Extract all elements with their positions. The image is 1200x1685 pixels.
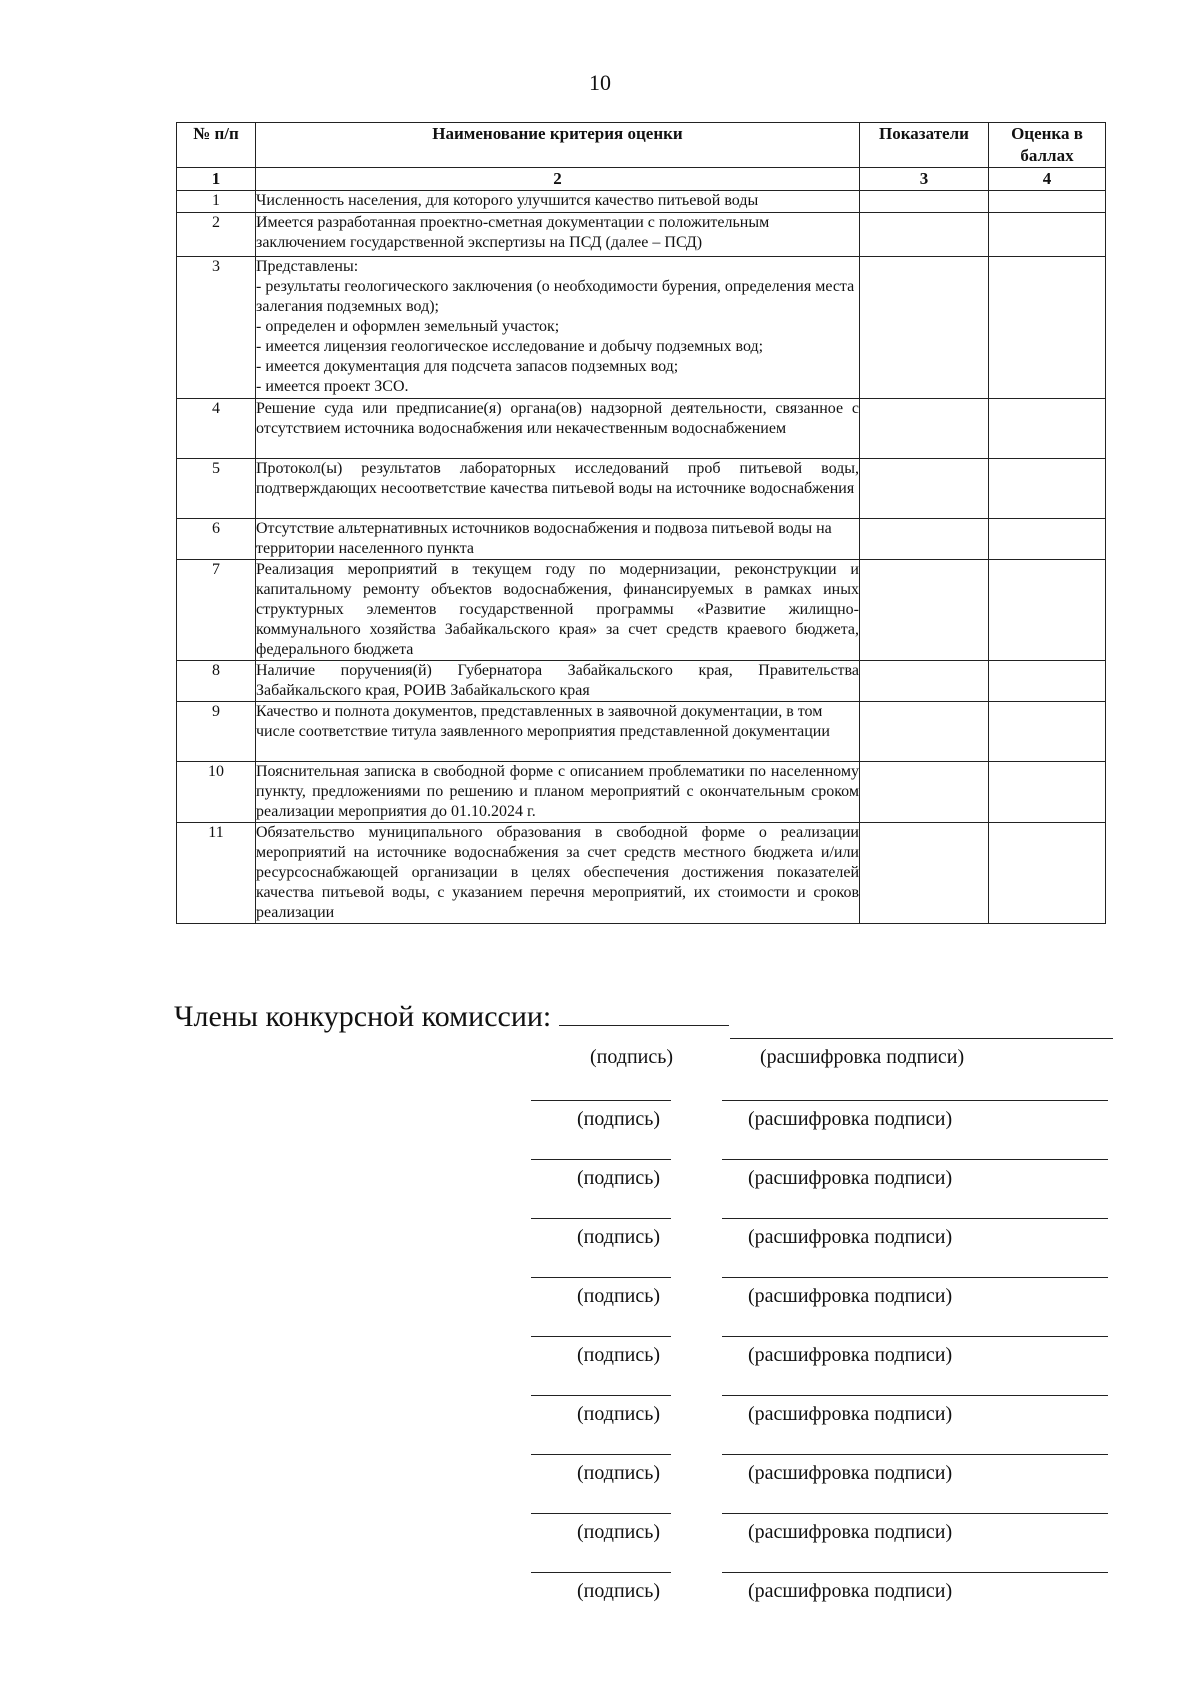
score-cell[interactable] xyxy=(989,519,1106,560)
indicator-cell[interactable] xyxy=(860,702,989,762)
signature-row xyxy=(0,1159,1200,1219)
table-row xyxy=(177,823,1106,924)
signature-row xyxy=(0,1038,1200,1098)
table-header-row xyxy=(177,123,1106,168)
signature-line[interactable] xyxy=(531,1572,671,1573)
column-number-3: 3 xyxy=(860,168,989,191)
criterion-name: Решение суда или предписание(я) органа(ов) надзорной деятельности, связанное с отсутствием источника водоснабжения или некачественным водоснабжением xyxy=(256,399,860,459)
indicator-cell[interactable] xyxy=(860,399,989,459)
criteria-table xyxy=(176,122,1106,924)
table-row xyxy=(177,213,1106,257)
signature-caption: (подпись) xyxy=(577,1167,661,1189)
signature-decoding-caption: (расшифровка подписи) xyxy=(748,1344,953,1366)
signature-line[interactable] xyxy=(531,1277,671,1278)
signature-decoding-line[interactable] xyxy=(722,1572,1108,1573)
table-row xyxy=(177,702,1106,762)
criterion-line: - имеется документация для подсчета запасов подземных вод; xyxy=(256,358,679,375)
signature-row xyxy=(0,1336,1200,1396)
criterion-line: - определен и оформлен земельный участок; xyxy=(256,318,560,335)
signature-row xyxy=(0,1277,1200,1337)
criterion-line: Представлены: xyxy=(256,258,359,275)
signature-row xyxy=(0,1572,1200,1632)
row-number: 9 xyxy=(177,702,256,762)
header-indicators: Показатели xyxy=(860,123,989,168)
criterion-name: Пояснительная записка в свободной форме с описанием проблематики по населенному пункту, предложениями по решению и планом мероприятий с окончательным сроком реализации мероприятия до 01.10.2024 г. xyxy=(256,762,860,823)
signature-decoding-caption: (расшифровка подписи) xyxy=(748,1521,953,1543)
row-number: 7 xyxy=(177,560,256,661)
header-score: Оценка в баллах xyxy=(989,123,1106,168)
signature-decoding-line[interactable] xyxy=(730,1038,1113,1039)
criterion-name xyxy=(256,257,860,399)
score-cell[interactable] xyxy=(989,257,1106,399)
signature-caption: (подпись) xyxy=(577,1403,661,1425)
signature-decoding-caption: (расшифровка подписи) xyxy=(748,1167,953,1189)
score-cell[interactable] xyxy=(989,191,1106,213)
signature-row xyxy=(0,1513,1200,1573)
signature-decoding-line[interactable] xyxy=(722,1395,1108,1396)
signature-row xyxy=(0,1395,1200,1455)
table-row xyxy=(177,399,1106,459)
signature-decoding-line[interactable] xyxy=(722,1100,1108,1101)
signature-line[interactable] xyxy=(531,1100,671,1101)
score-cell[interactable] xyxy=(989,459,1106,519)
criterion-name: Отсутствие альтернативных источников водоснабжения и подвоза питьевой воды на территории населенного пункта xyxy=(256,519,860,560)
criterion-name: Численность населения, для которого улучшится качество питьевой воды xyxy=(256,191,860,213)
header-number: № п/п xyxy=(177,123,256,168)
signature-row xyxy=(0,1218,1200,1278)
table-row xyxy=(177,191,1106,213)
signature-line[interactable] xyxy=(531,1513,671,1514)
score-cell[interactable] xyxy=(989,823,1106,924)
signature-caption: (подпись) xyxy=(577,1344,661,1366)
signature-caption: (подпись) xyxy=(577,1108,661,1130)
score-cell[interactable] xyxy=(989,661,1106,702)
signature-caption: (подпись) xyxy=(577,1285,661,1307)
row-number: 10 xyxy=(177,762,256,823)
signature-line[interactable] xyxy=(531,1395,671,1396)
criterion-name: Качество и полнота документов, представленных в заявочной документации, в том числе соответствие титула заявленного мероприятия представленной документации xyxy=(256,702,860,762)
signature-decoding-caption: (расшифровка подписи) xyxy=(748,1462,953,1484)
commission-title xyxy=(174,1000,729,1034)
row-number: 3 xyxy=(177,257,256,399)
score-cell[interactable] xyxy=(989,560,1106,661)
signature-decoding-line[interactable] xyxy=(722,1336,1108,1337)
signature-caption: (подпись) xyxy=(577,1462,661,1484)
criterion-line: - имеется проект ЗСО. xyxy=(256,378,409,395)
row-number: 11 xyxy=(177,823,256,924)
signature-decoding-line[interactable] xyxy=(722,1277,1108,1278)
table-row xyxy=(177,661,1106,702)
signature-decoding-line[interactable] xyxy=(722,1513,1108,1514)
header-criterion-name: Наименование критерия оценки xyxy=(256,123,860,168)
signature-caption: (подпись) xyxy=(590,1046,674,1068)
row-number: 1 xyxy=(177,191,256,213)
table-row xyxy=(177,560,1106,661)
indicator-cell[interactable] xyxy=(860,257,989,399)
signature-line[interactable] xyxy=(531,1159,671,1160)
score-cell[interactable] xyxy=(989,762,1106,823)
signature-decoding-line[interactable] xyxy=(722,1454,1108,1455)
table-row xyxy=(177,459,1106,519)
criterion-name: Имеется разработанная проектно-сметная документации с положительным заключением государственной экспертизы на ПСД (далее – ПСД) xyxy=(256,213,860,257)
table-row xyxy=(177,257,1106,399)
row-number: 4 xyxy=(177,399,256,459)
signature-decoding-caption: (расшифровка подписи) xyxy=(748,1285,953,1307)
signature-line[interactable] xyxy=(531,1218,671,1219)
signature-decoding-caption: (расшифровка подписи) xyxy=(748,1580,953,1602)
indicator-cell[interactable] xyxy=(860,823,989,924)
signature-decoding-caption: (расшифровка подписи) xyxy=(748,1226,953,1248)
row-number: 8 xyxy=(177,661,256,702)
indicator-cell[interactable] xyxy=(860,762,989,823)
criterion-name: Реализация мероприятий в текущем году по модернизации, реконструкции и капитальному ремонту объектов водоснабжения, финансируемых в рамках иных структурных элементов государственной программы «Развитие жилищно-коммунального хозяйства Забайкальского края» за счет средств краевого бюджета, федерального бюджета xyxy=(256,560,860,661)
signature-line[interactable] xyxy=(531,1454,671,1455)
score-cell[interactable] xyxy=(989,399,1106,459)
signature-caption: (подпись) xyxy=(577,1226,661,1248)
criterion-line: - результаты геологического заключения (о необходимости бурения, определения места залегания подземных вод); xyxy=(256,278,855,315)
table-row xyxy=(177,762,1106,823)
signature-decoding-line[interactable] xyxy=(722,1159,1108,1160)
criteria-body xyxy=(177,168,1106,924)
score-cell[interactable] xyxy=(989,702,1106,762)
signature-row xyxy=(0,1100,1200,1160)
indicator-cell[interactable] xyxy=(860,191,989,213)
score-cell[interactable] xyxy=(989,213,1106,257)
table-row xyxy=(177,519,1106,560)
indicator-cell[interactable] xyxy=(860,519,989,560)
column-number-1: 1 xyxy=(177,168,256,191)
indicator-cell[interactable] xyxy=(860,459,989,519)
column-number-2: 2 xyxy=(256,168,860,191)
column-number-4: 4 xyxy=(989,168,1106,191)
signature-row xyxy=(0,1454,1200,1514)
row-number: 6 xyxy=(177,519,256,560)
page-number: 10 xyxy=(589,70,611,95)
signature-line[interactable] xyxy=(531,1336,671,1337)
signature-caption: (подпись) xyxy=(577,1580,661,1602)
criterion-name: Протокол(ы) результатов лабораторных исследований проб питьевой воды, подтверждающих несоответствие качества питьевой воды на источнике водоснабжения xyxy=(256,459,860,519)
signature-decoding-caption: (расшифровка подписи) xyxy=(748,1403,953,1425)
indicator-cell[interactable] xyxy=(860,213,989,257)
row-number: 2 xyxy=(177,213,256,257)
signature-decoding-caption: (расшифровка подписи) xyxy=(760,1046,965,1068)
indicator-cell[interactable] xyxy=(860,560,989,661)
signature-caption: (подпись) xyxy=(577,1521,661,1543)
criterion-name: Обязательство муниципального образования в свободной форме о реализации мероприятий на источнике водоснабжения за счет средств местного бюджета и/или ресурсоснабжающей организации в целях обеспечения достижения показателей качества питьевой воды, с указанием перечня мероприятий, их стоимости и сроков реализации xyxy=(256,823,860,924)
column-numbering-row xyxy=(177,168,1106,191)
signature-decoding-caption: (расшифровка подписи) xyxy=(748,1108,953,1130)
commission-title-signature-line xyxy=(559,1025,729,1026)
criterion-line: - имеется лицензия геологическое исследование и добычу подземных вод; xyxy=(256,338,764,355)
criterion-name: Наличие поручения(й) Губернатора Забайкальского края, Правительства Забайкальского края, РОИВ Забайкальского края xyxy=(256,661,860,702)
indicator-cell[interactable] xyxy=(860,661,989,702)
row-number: 5 xyxy=(177,459,256,519)
commission-title-text: Члены конкурсной комиссии: xyxy=(174,1000,552,1033)
signature-decoding-line[interactable] xyxy=(722,1218,1108,1219)
